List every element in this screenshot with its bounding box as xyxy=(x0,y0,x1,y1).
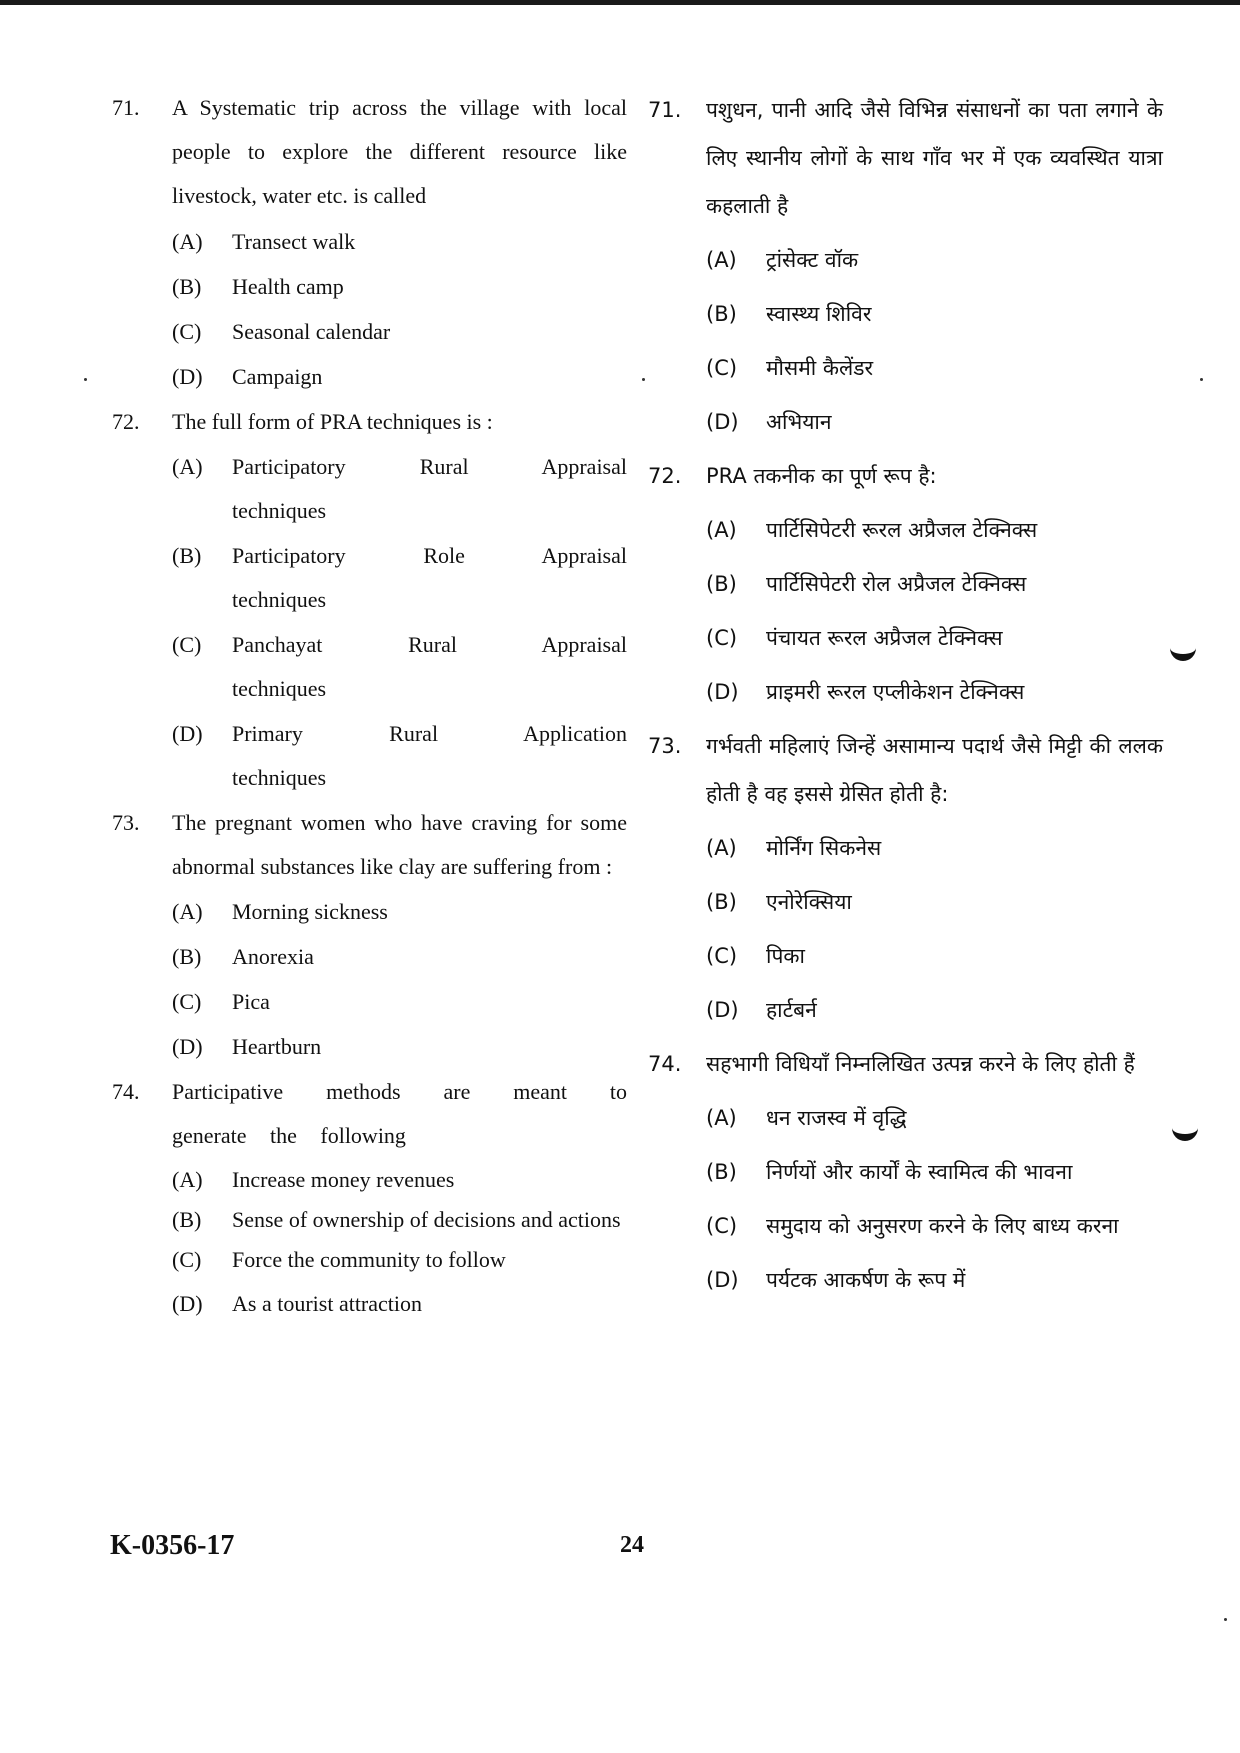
question-73-hi xyxy=(648,722,1163,1034)
option-text: Panchayat Rural Appraisal techniques xyxy=(232,632,627,701)
option-text: पिका xyxy=(766,944,805,968)
option-text: Anorexia xyxy=(232,944,314,969)
paper-code: K-0356-17 xyxy=(110,1530,235,1561)
option-key: (D) xyxy=(172,721,203,746)
option-key: (B) xyxy=(706,302,737,326)
option-key: (C) xyxy=(706,1214,738,1238)
option-key: (B) xyxy=(172,944,202,969)
question-text: पशुधन, पानी आदि जैसे विभिन्न संसाधनों का पता लगाने के लिए स्थानीय लोगों के साथ गाँव भर में एक व्यवस्थित यात्रा कहलाती है xyxy=(706,98,1163,218)
question-74-hi xyxy=(648,1040,1163,1304)
option-text: मौसमी कैलेंडर xyxy=(766,356,874,380)
option-text: पंचायत रूरल अप्रैजल टेक्निक्स xyxy=(766,626,1003,650)
option-key: (D) xyxy=(706,680,739,704)
english-column xyxy=(112,86,627,1324)
question-74-en xyxy=(112,1070,627,1324)
option-key: (B) xyxy=(172,1207,202,1232)
option-key: (B) xyxy=(172,274,202,299)
option-text: पर्यटक आकर्षण के रूप में xyxy=(766,1268,966,1292)
option-text: पार्टिसिपेटरी रूरल अप्रैजल टेक्निक्स xyxy=(766,518,1038,542)
option-text: Transect walk xyxy=(232,229,356,254)
option-key: (C) xyxy=(172,989,202,1014)
question-71-hi xyxy=(648,86,1163,446)
option-key: (A) xyxy=(172,229,203,254)
question-72-hi xyxy=(648,452,1163,716)
option-text: As a tourist attraction xyxy=(232,1291,423,1316)
option-text: Seasonal calendar xyxy=(232,319,391,344)
option-key: (A) xyxy=(706,836,737,860)
option-key: (D) xyxy=(706,1268,739,1292)
question-text: A Systematic trip across the village with local people to explore the different resource like livestock, water etc. is called xyxy=(172,95,627,208)
question-text: The pregnant women who have craving for some abnormal substances like clay are suffering from : xyxy=(172,810,627,879)
option-text: अभियान xyxy=(766,410,832,434)
option-key: (A) xyxy=(172,1167,203,1192)
option-key: (A) xyxy=(172,454,203,479)
option-key: (D) xyxy=(172,1034,203,1059)
option-text: Sense of ownership of decisions and actions xyxy=(232,1207,621,1232)
scan-dot xyxy=(84,378,87,381)
option-key: (C) xyxy=(706,356,738,380)
option-text: Force the community to follow xyxy=(232,1247,506,1272)
option-text: Increase money revenues xyxy=(232,1167,455,1192)
question-number: 71. xyxy=(648,98,682,122)
question-text: The full form of PRA techniques is : xyxy=(172,409,493,434)
option-key: (A) xyxy=(706,1106,737,1130)
option-key: (A) xyxy=(706,248,737,272)
hindi-column xyxy=(648,86,1163,1310)
question-number: 73. xyxy=(648,734,682,758)
option-text: Pica xyxy=(232,989,270,1014)
option-text: हार्टबर्न xyxy=(766,998,817,1022)
question-text: गर्भवती महिलाएं जिन्हें असामान्य पदार्थ जैसे मिट्टी की ललक होती है वह इससे ग्रेसित होती है: xyxy=(706,734,1163,806)
scan-mark xyxy=(1172,1120,1198,1141)
option-key: (A) xyxy=(172,899,203,924)
option-text: एनोरेक्सिया xyxy=(766,890,852,914)
question-number: 71. xyxy=(112,95,140,120)
option-text: Campaign xyxy=(232,364,323,389)
option-text: मोर्निंग सिकनेस xyxy=(766,836,882,860)
option-text: पार्टिसिपेटरी रोल अप्रैजल टेक्निक्स xyxy=(766,572,1027,596)
option-key: (B) xyxy=(706,1160,737,1184)
option-text: Health camp xyxy=(232,274,344,299)
question-number: 74. xyxy=(112,1079,140,1104)
option-text: Heartburn xyxy=(232,1034,322,1059)
option-text: Participatory Role Appraisal techniques xyxy=(232,543,627,612)
option-key: (C) xyxy=(706,626,738,650)
option-text: स्वास्थ्य शिविर xyxy=(766,302,872,326)
option-key: (C) xyxy=(172,319,202,344)
option-text: प्राइमरी रूरल एप्लीकेशन टेक्निक्स xyxy=(766,680,1025,704)
question-71-en xyxy=(112,86,627,399)
question-text: PRA तकनीक का पूर्ण रूप है: xyxy=(706,464,937,488)
scan-dot xyxy=(1200,378,1203,381)
option-key: (C) xyxy=(172,632,202,657)
scan-mark xyxy=(1170,640,1196,661)
top-rule xyxy=(0,0,1240,5)
option-text: Morning sickness xyxy=(232,899,388,924)
question-number: 73. xyxy=(112,810,140,835)
question-text: Participative methods are meant to generate the following xyxy=(172,1079,627,1148)
question-73-en xyxy=(112,801,627,1069)
scan-dot xyxy=(642,378,645,381)
question-text: सहभागी विधियाँ निम्नलिखित उत्पन्न करने के लिए होती हैं xyxy=(706,1052,1135,1076)
option-key: (D) xyxy=(706,998,739,1022)
option-text: निर्णयों और कार्यों के स्वामित्व की भावना xyxy=(766,1160,1073,1184)
option-key: (A) xyxy=(706,518,737,542)
option-text: Participatory Rural Appraisal techniques xyxy=(232,454,627,523)
scan-dot xyxy=(1224,1618,1227,1621)
option-text: ट्रांसेक्ट वॉक xyxy=(766,248,859,272)
option-key: (B) xyxy=(172,543,202,568)
option-key: (B) xyxy=(706,890,737,914)
question-number: 72. xyxy=(112,409,140,434)
option-key: (B) xyxy=(706,572,737,596)
option-key: (D) xyxy=(172,364,203,389)
option-key: (C) xyxy=(706,944,738,968)
option-text: धन राजस्व में वृद्धि xyxy=(766,1106,907,1130)
option-key: (D) xyxy=(172,1291,203,1316)
question-72-en xyxy=(112,400,627,800)
option-key: (D) xyxy=(706,410,739,434)
option-key: (C) xyxy=(172,1247,202,1272)
option-text: Primary Rural Application techniques xyxy=(232,721,627,790)
question-number: 72. xyxy=(648,464,682,488)
question-number: 74. xyxy=(648,1052,682,1076)
option-text: समुदाय को अनुसरण करने के लिए बाध्य करना xyxy=(766,1214,1119,1238)
page-number: 24 xyxy=(620,1532,644,1558)
